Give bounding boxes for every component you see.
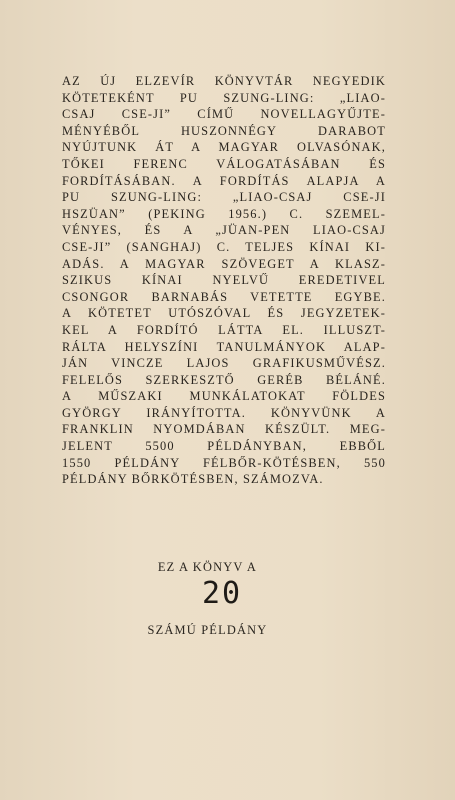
colophon-text [62, 73, 386, 488]
colophon-line: NYÚJTUNK ÁT A MAGYAR OLVASÓNAK, [62, 140, 386, 155]
colophon-line: KÖTETEKÉNT PU SZUNG-LING: „LIAO- [62, 90, 386, 105]
colophon-line: VÉNYES, ÉS A „JÜAN-PEN LIAO-CSAJ [62, 223, 386, 238]
colophon-line: FELELŐS SZERKESZTŐ GERÉB BÉLÁNÉ. [62, 372, 386, 387]
colophon-line: HSZÜAN” (PEKING 1956.) C. SZEMEL- [62, 206, 386, 221]
copy-note-prefix: EZ A KÖNYV A [157, 560, 258, 574]
copy-note-suffix: SZÁMÚ PÉLDÁNY [147, 623, 268, 637]
colophon-line: 1550 PÉLDÁNY FÉLBŐR-KÖTÉSBEN, 550 [62, 455, 386, 470]
colophon-line: SZIKUS KÍNAI NYELVŰ EREDETIVEL [62, 273, 386, 288]
colophon-line: TŐKEI FERENC VÁLOGATÁSÁBAN ÉS [62, 156, 386, 171]
colophon-line: KEL A FORDÍTÓ LÁTTA EL. ILLUSZT- [62, 322, 386, 337]
colophon-line: AZ ÚJ ELZEVÍR KÖNYVTÁR NEGYEDIK [62, 74, 386, 88]
colophon-line: CSONGOR BARNABÁS VETETTE EGYBE. [62, 289, 386, 304]
colophon-line: JELENT 5500 PÉLDÁNYBAN, EBBŐL [62, 439, 386, 454]
colophon-line: RÁLTA HELYSZÍNI TANULMÁNYOK ALAP- [62, 339, 386, 354]
colophon-line: MÉNYÉBŐL HUSZONNÉGY DARABOT [62, 123, 386, 138]
colophon-line: CSAJ CSE-JI” CÍMŰ NOVELLAGYŰJTE- [62, 107, 386, 122]
colophon-line: GYÖRGY IRÁNYÍTOTTA. KÖNYVÜNK A [62, 405, 386, 420]
colophon-line: JÁN VINCZE LAJOS GRAFIKUSMŰVÉSZ. [62, 356, 386, 371]
colophon-line: ADÁS. A MAGYAR SZÖVEGET A KLASZ- [62, 256, 386, 271]
colophon-line: A MŰSZAKI MUNKÁLATOKAT FÖLDES [62, 389, 386, 404]
colophon-line: FORDÍTÁSÁBAN. A FORDÍTÁS ALAPJA A [62, 173, 386, 188]
colophon-line: CSE-JI” (SANGHAJ) C. TELJES KÍNAI KI- [62, 239, 386, 254]
copy-number-stamp: 20 [202, 576, 243, 611]
colophon-line: FRANKLIN NYOMDÁBAN KÉSZÜLT. MEG- [62, 422, 386, 437]
colophon-line: PÉLDÁNY BŐRKÖTÉSBEN, SZÁMOZVA. [62, 472, 324, 487]
colophon-line: A KÖTETET UTÓSZÓVAL ÉS JEGYZETEK- [62, 306, 386, 321]
colophon-line: PU SZUNG-LING: „LIAO-CSAJ CSE-JI [62, 190, 386, 205]
